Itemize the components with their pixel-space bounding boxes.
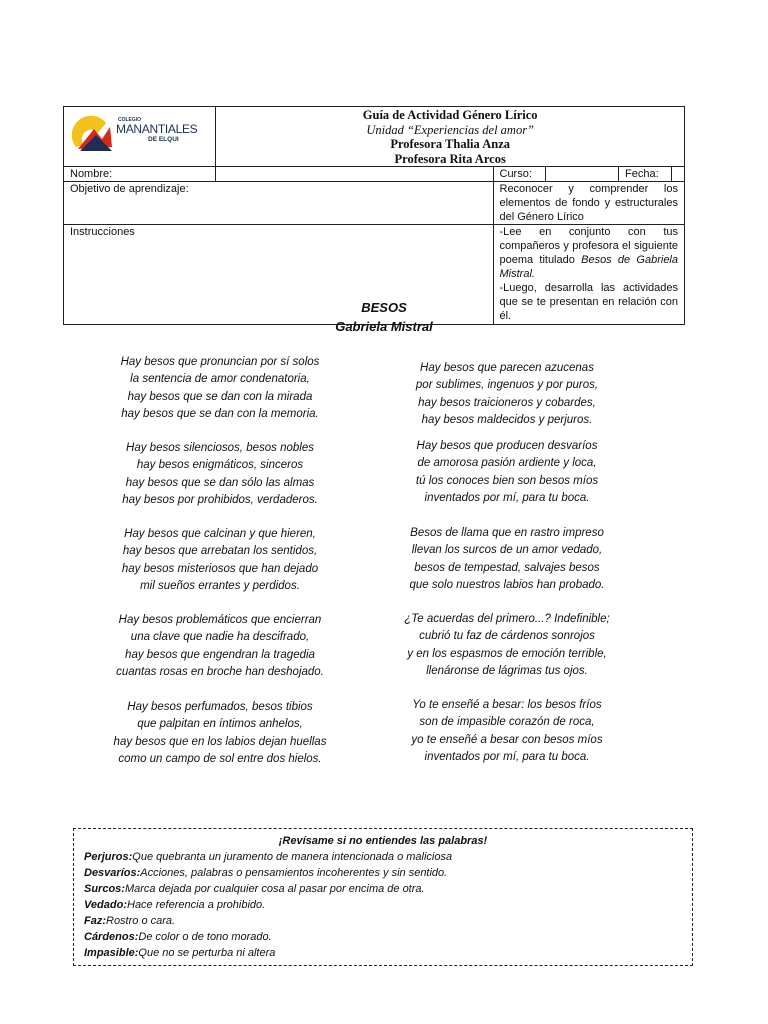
verse: Hay besos problemáticos que encierran	[118, 614, 322, 626]
verse: hay besos traicioneros y cobardes,	[418, 396, 596, 409]
verse: tú los conoces bien son besos míos	[415, 474, 599, 487]
verse: yo te enseñé a besar con besos míos	[411, 733, 603, 746]
glossary-item	[74, 913, 692, 929]
verse: de amorosa pasión ardiente y loca,	[417, 457, 597, 470]
glossary-definition: Marca dejada por cualquier cosa al pasar por encima de otra.	[124, 883, 425, 895]
glossary-definition: Que no se perturba ni altera	[138, 947, 276, 959]
verse: inventados por mí, para tu boca.	[424, 751, 590, 764]
curso-label: Curso:	[493, 167, 546, 182]
verse: hay besos que se dan sólo las almas	[125, 476, 315, 489]
verse: Besos de llama que en rastro impreso	[410, 527, 604, 539]
right-stanza-2	[357, 438, 657, 508]
instr-line1: -Lee en conjunto con tus compañeros y profesora el siguiente poema titulado	[499, 226, 678, 266]
verse: Hay besos perfumados, besos tibios	[127, 701, 313, 713]
glossary-term: Vedado:	[84, 899, 127, 911]
glossary-item	[74, 849, 692, 865]
glossary-definition: Acciones, palabras o pensamientos incoherentes y sin sentido.	[140, 867, 448, 879]
verse: y en los espasmos de emoción terrible,	[407, 647, 607, 660]
teacher-1: Profesora Thalia Anza	[390, 137, 510, 151]
verse: como un campo de sol entre dos hielos.	[118, 753, 322, 766]
glossary-definition: Hace referencia a prohibido.	[127, 899, 266, 911]
logo-cell	[64, 107, 216, 167]
right-stanza-5	[357, 697, 657, 767]
verse: Hay besos que pronuncian por sí solos	[120, 356, 320, 368]
unit-title: Unidad “Experiencias del amor”	[366, 122, 535, 137]
glossary-definition: De color o de tono morado.	[138, 931, 272, 943]
instr-line2: -Luego, desarrolla las actividades que se te presentan en relación con él.	[499, 282, 678, 322]
nombre-label: Nombre:	[64, 167, 216, 182]
verse: llenáronse de lágrimas tus ojos.	[426, 665, 588, 678]
glossary-item	[74, 897, 692, 913]
glossary-title: ¡Revísame si no entiendes las palabras!	[278, 835, 488, 847]
glossary-definition: Que quebranta un juramento de manera intencionada o maliciosa	[132, 851, 453, 863]
verse: que palpitan en íntimos anhelos,	[137, 718, 303, 731]
verse: Hay besos que producen desvaríos	[416, 440, 598, 452]
nombre-field[interactable]	[216, 167, 493, 182]
verse: son de impasible corazón de roca,	[419, 716, 595, 729]
verse: hay besos que se dan con la memoria.	[121, 408, 319, 421]
glossary-box	[73, 828, 693, 966]
verse: Hay besos silenciosos, besos nobles	[126, 442, 314, 454]
glossary-term: Desvaríos:	[84, 867, 141, 879]
header-titles	[216, 107, 685, 167]
verse: ¿Te acuerdas del primero...? Indefinible;	[404, 613, 610, 625]
header-table	[63, 106, 685, 325]
poem-author: Gabriela Mistral	[335, 319, 433, 334]
verse: Yo te enseñé a besar: los besos fríos	[412, 699, 602, 711]
verse: por sublimes, ingenuos y por puros,	[415, 379, 599, 392]
verse: cubrió tu faz de cárdenos sonrojos	[419, 630, 595, 643]
instr-poem-name: Besos de Gabriela Mistral.	[499, 254, 678, 280]
verse: Hay besos que calcinan y que hieren,	[124, 528, 316, 540]
verse: la sentencia de amor condenatoria,	[130, 373, 310, 386]
fecha-field[interactable]	[672, 167, 685, 182]
verse: hay besos por prohibidos, verdaderos.	[122, 494, 318, 507]
left-stanza-3	[70, 526, 370, 596]
verse: hay besos que arrebatan los sentidos,	[122, 545, 318, 558]
verse: hay besos maldecidos y perjuros.	[421, 414, 593, 427]
left-stanza-4	[70, 612, 370, 682]
glossary-item	[74, 865, 692, 881]
glossary-term: Impasible:	[84, 947, 139, 959]
poem-title: BESOS	[361, 300, 407, 315]
glossary-item	[74, 881, 692, 897]
guide-title: Guía de Actividad Género Lírico	[362, 108, 538, 122]
verse: llevan los surcos de un amor vedado,	[411, 544, 603, 557]
glossary-term: Cárdenos:	[84, 931, 139, 943]
glossary-definition: Rostro o cara.	[106, 915, 176, 927]
verse: que solo nuestros labios han probado.	[409, 579, 605, 592]
verse: inventados por mí, para tu boca.	[424, 492, 590, 505]
verse: hay besos enigmáticos, sinceros	[136, 459, 304, 472]
glossary-term: Faz:	[84, 915, 106, 927]
right-stanza-4	[357, 611, 657, 681]
verse: besos de tempestad, salvajes besos	[414, 561, 600, 574]
glossary-item	[74, 929, 692, 945]
verse: hay besos que engendran la tragedia	[125, 648, 315, 661]
right-stanza-1	[357, 360, 657, 430]
verse: hay besos que en los labios dejan huellas	[113, 735, 327, 748]
fecha-label: Fecha:	[619, 167, 672, 182]
left-stanza-5	[70, 699, 370, 769]
glossary-term: Perjuros:	[84, 851, 133, 863]
glossary-item	[74, 945, 692, 961]
glossary-term: Surcos:	[84, 883, 125, 895]
left-stanza-2	[70, 440, 370, 510]
verse: cuantas rosas en broche han deshojado.	[116, 666, 324, 679]
logo-sub-text: DE ELQUI	[148, 136, 179, 143]
verse: una clave que nadie ha descifrado,	[130, 631, 310, 644]
teacher-2: Profesora Rita Arcos	[394, 151, 506, 166]
logo-small-text: COLEGIO	[118, 117, 142, 123]
instrucciones-label: Instrucciones	[64, 225, 494, 325]
verse: hay besos misteriosos que han dejado	[121, 562, 319, 575]
left-stanza-1	[70, 354, 370, 424]
curso-field[interactable]	[546, 167, 619, 182]
right-stanza-3	[357, 525, 657, 595]
logo-main-text: MANANTIALES	[116, 122, 198, 136]
verse: Hay besos que parecen azucenas	[420, 362, 594, 374]
objetivo-text: Reconocer y comprender los elementos de fondo y estructurales del Género Lírico	[493, 182, 685, 225]
verse: mil sueños errantes y perdidos.	[140, 580, 300, 593]
verse: hay besos que se dan con la mirada	[127, 390, 313, 403]
objetivo-label: Objetivo de aprendizaje:	[64, 182, 494, 225]
